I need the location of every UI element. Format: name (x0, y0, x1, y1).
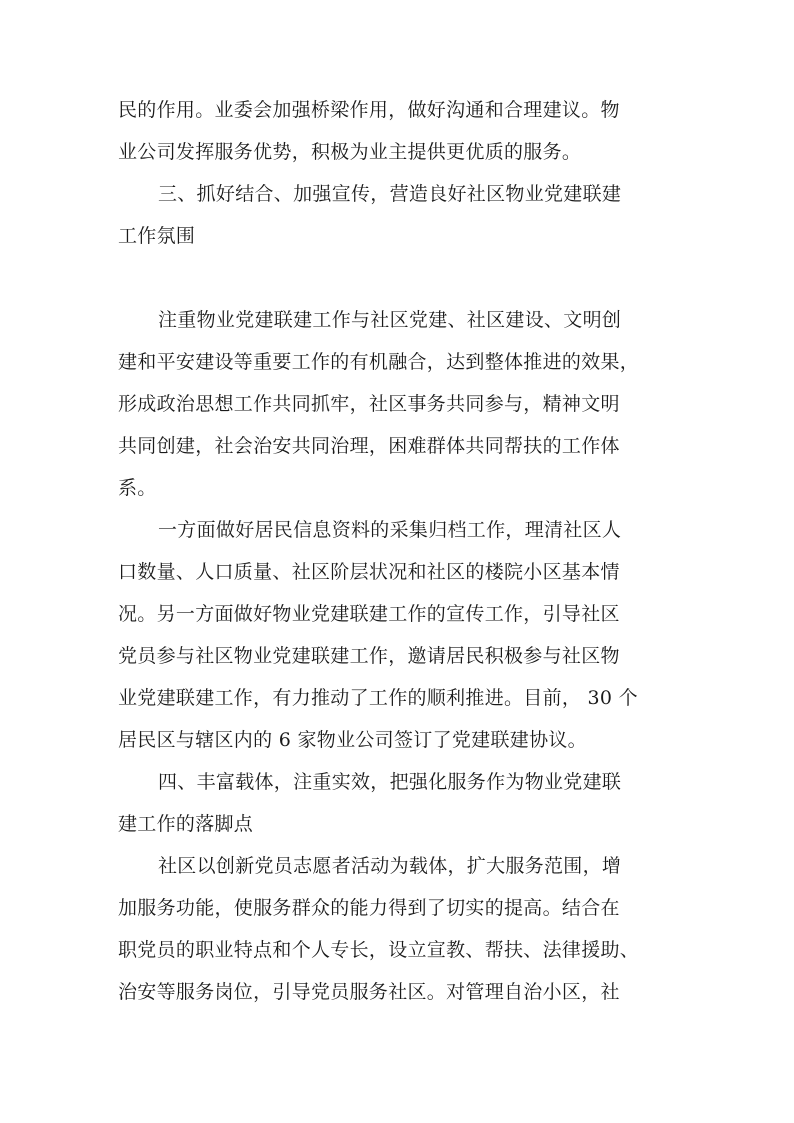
paragraph-line: 建和平安建设等重要工作的有机融合，达到整体推进的效果， (118, 351, 640, 373)
paragraph-line: 加服务功能，使服务群众的能力得到了切实的提高。结合在 (118, 897, 620, 919)
paragraph-line: 治安等服务岗位，引导党员服务社区。对管理自治小区，社 (118, 981, 620, 1003)
section-heading: 四、丰富载体，注重实效，把强化服务作为物业党建联 (158, 771, 622, 793)
section-heading: 建工作的落脚点 (118, 813, 254, 835)
paragraph-line: 业公司发挥服务优势，积极为业主提供更优质的服务。 (118, 141, 582, 163)
paragraph-line: 况。另一方面做好物业党建联建工作的宣传工作，引导社区 (118, 603, 620, 625)
paragraph-line: 居民区与辖区内的 6 家物业公司签订了党建联建协议。 (118, 729, 587, 751)
paragraph-line: 系。 (118, 477, 157, 499)
paragraph-line: 口数量、人口质量、社区阶层状况和社区的楼院小区基本情 (118, 561, 620, 583)
paragraph-line: 业党建联建工作，有力推动了工作的顺利推进。目前， 30 个 (118, 687, 638, 709)
paragraph-line: 民的作用。业委会加强桥梁作用，做好沟通和合理建议。物 (118, 99, 620, 121)
paragraph-line: 职党员的职业特点和个人专长，设立宣教、帮扶、法律援助、 (118, 939, 640, 961)
paragraph-line: 共同创建，社会治安共同治理，困难群体共同帮扶的工作体 (118, 435, 620, 457)
paragraph-line: 注重物业党建联建工作与社区党建、社区建设、文明创 (158, 309, 622, 331)
section-heading: 工作氛围 (118, 225, 196, 247)
paragraph-line: 一方面做好居民信息资料的采集归档工作，理清社区人 (158, 519, 622, 541)
section-heading: 三、抓好结合、加强宣传，营造良好社区物业党建联建 (158, 183, 622, 205)
paragraph-line: 形成政治思想工作共同抓牢，社区事务共同参与，精神文明 (118, 393, 620, 415)
paragraph-line: 社区以创新党员志愿者活动为载体，扩大服务范围，增 (158, 855, 622, 877)
paragraph-line: 党员参与社区物业党建联建工作，邀请居民积极参与社区物 (118, 645, 620, 667)
